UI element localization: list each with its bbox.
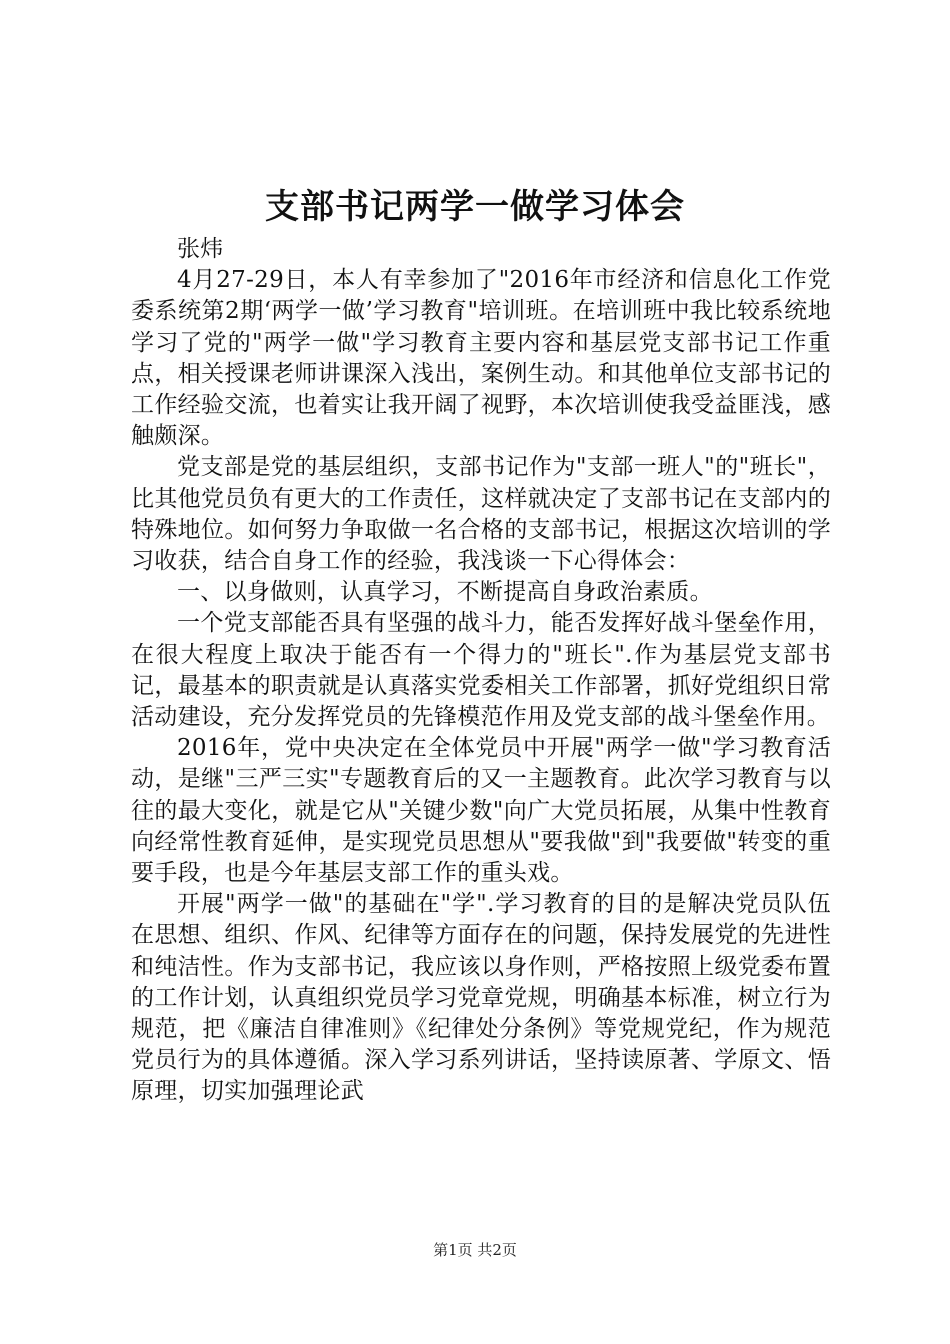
paragraph: 开展"两学一做"的基础在"学".学习教育的目的是解决党员队伍在思想、组织、作风、纪律等方面存在的问题，保持发展党的先进性和纯洁性。作为支部书记，我应该以身作则，严格按照上级党委布置的工作计划，认真组织党员学习党章党规，明确基本标准，树立行为规范，把《廉洁自律准则》《纪律处分条例》等党规党纪，作为规范党员行为的具体遵循。深入学习系列讲话，坚持读原著、学原文、悟原理，切实加强理论武 bbox=[131, 891, 831, 1105]
page-number-footer: 第1页 共2页 bbox=[433, 1241, 517, 1259]
author-line: 张炜 bbox=[177, 236, 224, 262]
paragraph: 4月27-29日，本人有幸参加了"2016年市经济和信息化工作党委系统第2期‘两学一做’学习教育"培训班。在培训班中我比较系统地学习了党的"两学一做"学习教育主要内容和基层党支部书记工作重点，相关授课老师讲课深入浅出，案例生动。和其他单位支部书记的工作经验交流，也着实让我开阔了视野，本次培训使我受益匪浅，感触颇深。 bbox=[131, 267, 831, 450]
paragraph: 一个党支部能否具有坚强的战斗力，能否发挥好战斗堡垒作用，在很大程度上取决于能否有一个得力的"班长".作为基层党支部书记，最基本的职责就是认真落实党委相关工作部署，抓好党组织日常活动建设，充分发挥党员的先锋模范作用及党支部的战斗堡垒作用。 bbox=[131, 610, 831, 731]
section-heading: 一、以身做则，认真学习，不断提高自身政治素质。 bbox=[177, 579, 713, 606]
paragraph: 党支部是党的基层组织，支部书记作为"支部一班人"的"班长"，比其他党员负有更大的工作责任，这样就决定了支部书记在支部内的特殊地位。如何努力争取做一名合格的支部书记，根据这次培训的学习收获，结合自身工作的经验，我浅谈一下心得体会： bbox=[131, 454, 831, 575]
document-title: 支部书记两学一做学习体会 bbox=[265, 187, 685, 227]
document-body bbox=[131, 234, 831, 1108]
paragraph: 2016年，党中央决定在全体党员中开展"两学一做"学习教育活动，是继"三严三实"专题教育后的又一主题教育。此次学习教育与以往的最大变化，就是它从"关键少数"向广大党员拓展，从集中性教育向经常性教育延伸，是实现党员思想从"要我做"到"我要做"转变的重要手段，也是今年基层支部工作的重头戏。 bbox=[131, 735, 831, 887]
